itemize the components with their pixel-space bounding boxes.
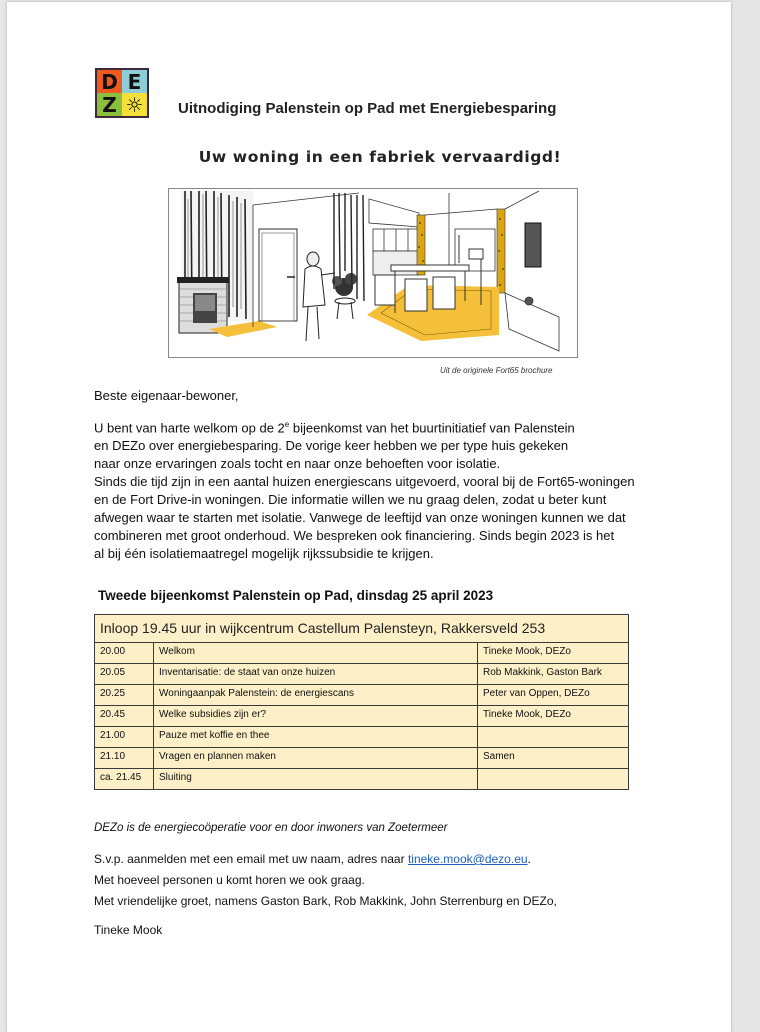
agenda-item: Woningaanpak Palenstein: de energiescans xyxy=(154,685,478,706)
agenda-time: 20.25 xyxy=(95,685,154,706)
table-row xyxy=(95,685,629,706)
agenda-time: 21.10 xyxy=(95,748,154,769)
sun-icon: ☼ xyxy=(122,93,147,116)
agenda-speaker xyxy=(478,727,629,748)
fireplace xyxy=(177,277,229,333)
regards-line: Met vriendelijke groet, namens Gaston Bark, Rob Makkink, John Sterrenburg en DEZo, xyxy=(94,894,557,908)
agenda-item: Inventarisatie: de staat van onze huizen xyxy=(154,664,478,685)
agenda-time: 20.05 xyxy=(95,664,154,685)
stone-pillars xyxy=(417,209,505,293)
agenda-venue: Inloop 19.45 uur in wijkcentrum Castellum Palensteyn, Rakkersveld 253 xyxy=(95,615,629,643)
paragraph-2 xyxy=(94,473,635,563)
agenda-time: ca. 21.45 xyxy=(95,769,154,790)
door xyxy=(259,229,297,321)
table-row xyxy=(95,727,629,748)
table-row xyxy=(95,664,629,685)
paragraph-2-line-3: afwegen waar te starten met isolatie. Vanwege de leeftijd van onze woningen kunnen we dat xyxy=(94,510,626,525)
paragraph-2-line-1: Sinds die tijd zijn in een aantal huizen energiescans uitgevoerd, vooral bij de Fort65-woningen xyxy=(94,474,635,489)
plant xyxy=(332,273,357,319)
paragraph-2-line-2: en de Fort Drive-in woningen. Die informatie willen we nu graag delen, zodat u beter kunt xyxy=(94,492,607,507)
table-row xyxy=(95,706,629,727)
illustration-caption: Uit de originele Fort65 brochure xyxy=(440,366,553,375)
dezo-logo xyxy=(95,68,149,118)
illustration-heading: Uw woning in een fabriek vervaardigd! xyxy=(198,148,562,166)
agenda-speaker: Rob Makkink, Gaston Bark xyxy=(478,664,629,685)
agenda-speaker: Tineke Mook, DEZo xyxy=(478,706,629,727)
wall-painting xyxy=(525,223,541,267)
persons-line: Met hoeveel personen u komt horen we ook graag. xyxy=(94,873,365,887)
document-title: Uitnodiging Palenstein op Pad met Energiebesparing xyxy=(178,100,557,117)
paragraph-1-line-3: naar onze ervaringen zoals tocht en naar onze behoeften voor isolatie. xyxy=(94,456,501,472)
agenda-heading: Tweede bijeenkomst Palenstein op Pad, dinsdag 25 april 2023 xyxy=(98,588,494,603)
agenda-item: Welkom xyxy=(154,643,478,664)
paragraph-2-line-4: combineren met groot onderhoud. We bespreken ook financiering. Sinds begin 2023 is het xyxy=(94,528,615,543)
email-link[interactable]: tineke.mook@dezo.eu xyxy=(407,852,528,866)
table-row xyxy=(95,748,629,769)
agenda-time: 21.00 xyxy=(95,727,154,748)
agenda-header-row xyxy=(95,615,629,643)
logo-letter-e: E xyxy=(122,70,147,93)
agenda-table xyxy=(94,614,629,790)
agenda-speaker: Peter van Oppen, DEZo xyxy=(478,685,629,706)
paragraph-2-line-5: al bij één isolatiemaatregel mogelijk rijkssubsidie te krijgen. xyxy=(94,546,434,561)
interior-drawing xyxy=(169,189,577,357)
agenda-item: Sluiting xyxy=(154,769,478,790)
agenda-speaker xyxy=(478,769,629,790)
paragraph-1-line-2: en DEZo over energiebesparing. De vorige keer hebben we per type huis gekeken xyxy=(94,438,569,454)
agenda-item: Vragen en plannen maken xyxy=(154,748,478,769)
agenda-speaker: Samen xyxy=(478,748,629,769)
sideboard xyxy=(505,293,559,351)
woman-figure xyxy=(303,252,335,341)
agenda-time: 20.45 xyxy=(95,706,154,727)
agenda-item: Welke subsidies zijn er? xyxy=(154,706,478,727)
agenda-item: Pauze met koffie en thee xyxy=(154,727,478,748)
salutation: Beste eigenaar-bewoner, xyxy=(94,388,239,403)
logo-letter-d: D xyxy=(97,70,122,93)
signature: Tineke Mook xyxy=(94,923,163,937)
logo-letter-z: Z xyxy=(97,93,122,116)
table-row xyxy=(95,769,629,790)
kitchen-cabinets xyxy=(369,199,419,275)
organization-note: DEZo is de energiecoöperatie voor en door inwoners van Zoetermeer xyxy=(94,822,448,834)
agenda-time: 20.00 xyxy=(95,643,154,664)
register-line: S.v.p. aanmelden met een email met uw naam, adres naar tineke.mook@dezo.eu. xyxy=(94,852,531,866)
agenda-speaker: Tineke Mook, DEZo xyxy=(478,643,629,664)
paragraph-1-line-1: U bent van harte welkom op de 2e bijeenkomst van het buurtinitiatief van Palenstein xyxy=(94,420,575,436)
table-row xyxy=(95,643,629,664)
paragraph-1 xyxy=(94,416,575,473)
interior-illustration xyxy=(168,188,578,358)
